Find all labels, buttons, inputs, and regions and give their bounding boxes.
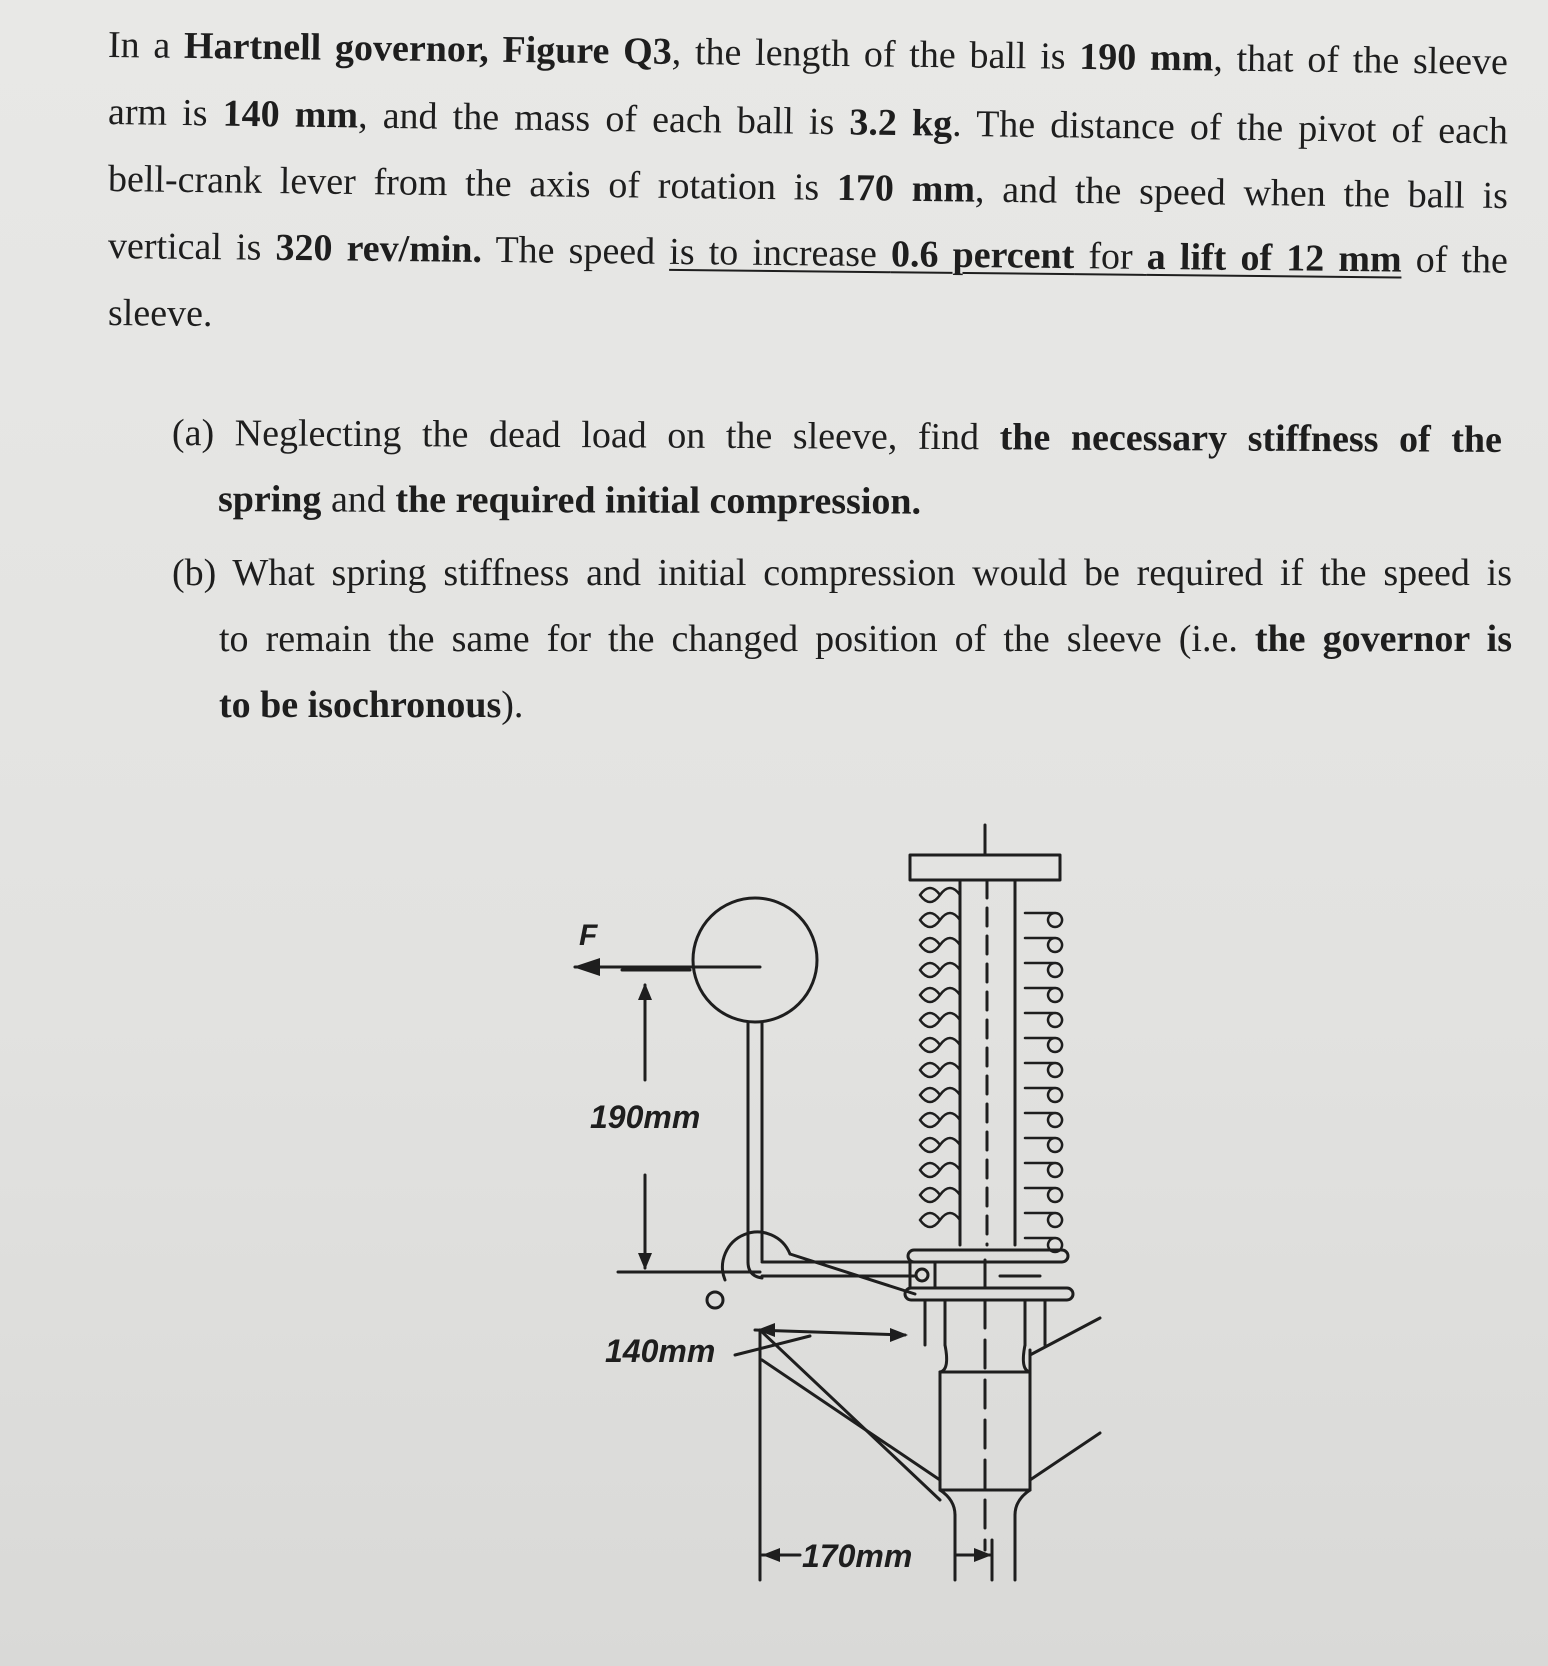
spring-top-plate — [910, 855, 1060, 880]
text-run: ). — [501, 684, 524, 726]
bell-crank-pivot — [707, 1232, 915, 1308]
text-run: In a — [107, 24, 185, 67]
text-run: , and the mass of each ball is — [357, 94, 850, 144]
ball-arm-length-label: 190mm — [590, 1099, 701, 1135]
text-run: (a) Neglecting the dead load on the sleeve, find — [171, 412, 1000, 459]
text-run: the governor is — [1254, 618, 1512, 660]
force-arrow — [573, 958, 760, 976]
text-run: , that of the sleeve — [1213, 37, 1509, 84]
pivot-distance-label: 170mm — [802, 1538, 913, 1574]
text-run: 0.6 percent — [890, 233, 1075, 278]
text-run: . The distance of the pivot of each — [951, 102, 1509, 153]
text-run: is to increase — [669, 230, 892, 276]
text-run: to be isochronous — [219, 684, 502, 726]
text-run: (b) What spring stiffness and initial compression would be required if the speed is — [172, 552, 1512, 594]
text-run: 190 mm — [1079, 35, 1214, 80]
text-run: , the length of the ball is — [671, 30, 1080, 78]
governor-ball — [693, 898, 817, 1022]
sleeve-arm-length-label: 140mm — [605, 1333, 716, 1369]
text-run: and — [321, 478, 396, 521]
text-run: of the — [1401, 238, 1509, 282]
text-run: arm is — [107, 91, 223, 135]
text-run: spring — [217, 478, 322, 521]
text-run: The speed — [481, 228, 670, 273]
text-run: bell-crank lever from the axis of rotation is — [107, 158, 838, 209]
spindle — [960, 825, 1015, 1550]
text-run: 320 rev/min. — [275, 226, 483, 271]
text-run: the necessary stiffness of the — [999, 416, 1503, 461]
text-run: 140 mm — [222, 92, 359, 137]
text-run: the required initial compression. — [395, 478, 922, 523]
text-run: to remain the same for the changed position of the sleeve (i.e. — [219, 618, 1255, 660]
spring-right — [1025, 913, 1062, 1252]
text-run: for — [1074, 235, 1148, 278]
force-label: F — [579, 919, 598, 952]
sleeve — [905, 1250, 1073, 1300]
text-run: vertical is — [107, 225, 276, 269]
text-run: , and the speed when the ball is — [974, 168, 1509, 218]
spring-left — [920, 888, 960, 1227]
text-run: Hartnell governor, Figure Q3 — [183, 24, 672, 73]
text-run: sleeve. — [107, 292, 213, 335]
ball-arm — [748, 1022, 762, 1262]
text-run: a lift of 12 mm — [1146, 235, 1402, 281]
text-run: 3.2 kg — [849, 101, 953, 145]
text-run: 170 mm — [836, 166, 976, 211]
